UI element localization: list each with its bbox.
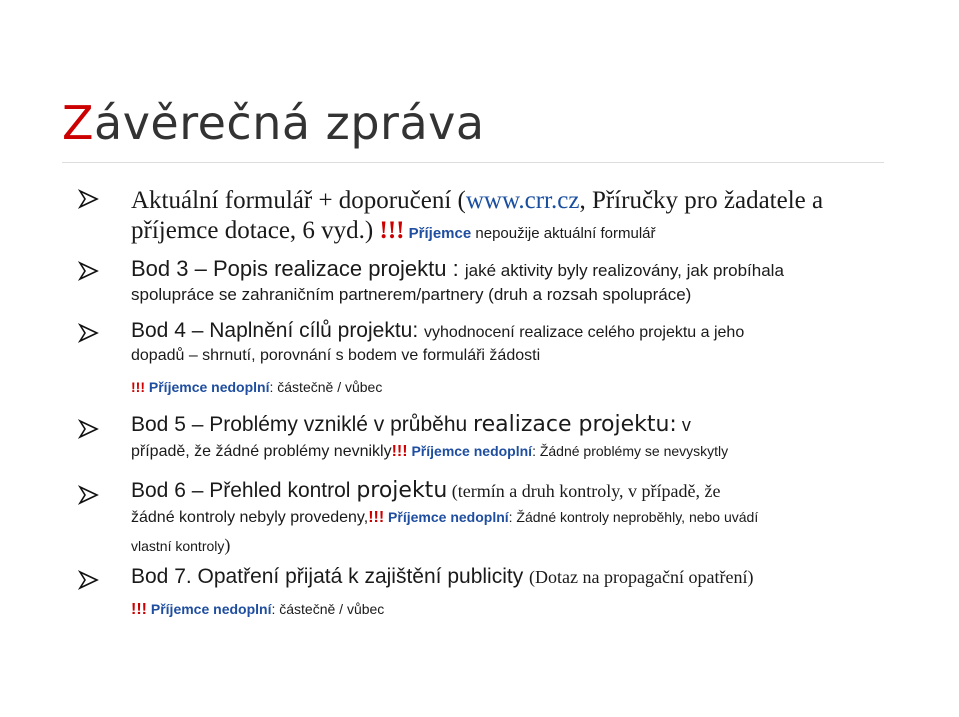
arrow-bullet-icon xyxy=(78,569,100,591)
item-text: vyhodnocení realizace celého projektu a jeho xyxy=(424,324,745,341)
list-item xyxy=(131,258,921,303)
warning-mark: !!! xyxy=(368,509,385,526)
item-text: v xyxy=(676,415,691,435)
item-heading: Bod 6 – Přehled kontrol xyxy=(131,479,357,502)
arrow-bullet-icon xyxy=(78,322,100,344)
item-text: ) xyxy=(224,535,231,555)
arrow-bullet-icon xyxy=(78,188,100,210)
warning-mark: !!! xyxy=(379,217,405,244)
title-divider xyxy=(62,162,884,163)
list-item xyxy=(131,188,921,243)
item-text: spolupráce se zahraničním partnerem/partnery (druh a rozsah spolupráce) xyxy=(131,285,692,304)
item-heading-accent: realizace projektu: xyxy=(473,412,677,437)
item-heading: Bod 4 – Naplnění cílů projektu: xyxy=(131,319,425,342)
item-text: případě, že žádné problémy nevnikly xyxy=(131,443,392,460)
warning-mark: !!! xyxy=(391,443,408,460)
arrow-bullet-icon xyxy=(78,418,100,440)
item-heading: Bod 3 – Popis realizace projektu : xyxy=(131,256,465,281)
item-text: příjemce dotace, 6 vyd.) xyxy=(131,217,380,244)
item-text: žádné kontroly nebyly provedeny, xyxy=(131,509,369,526)
item-text: , Příručky pro žadatele a xyxy=(579,187,824,214)
emphasis-text: Příjemce xyxy=(404,225,472,242)
emphasis-text: Příjemce nedoplní xyxy=(145,379,270,395)
page-title xyxy=(62,96,485,150)
arrow-bullet-icon xyxy=(78,484,100,506)
crr-link[interactable]: www.crr.cz xyxy=(465,187,580,214)
item-text: jaké aktivity byly realizovány, jak probíhala xyxy=(464,261,784,280)
item-text: : částečně / vůbec xyxy=(271,601,385,617)
list-item xyxy=(131,566,921,618)
item-heading: Bod 5 – Problémy vzniklé v průběhu xyxy=(131,413,474,436)
emphasis-text: Příjemce nedoplní xyxy=(384,509,509,525)
item-text: : Žádné kontroly neproběhly, nebo uvádí xyxy=(508,509,759,525)
item-text: : částečně / vůbec xyxy=(269,379,383,395)
emphasis-text: Příjemce nedoplní xyxy=(146,601,272,617)
item-text: (Dotaz na propagační opatření) xyxy=(529,567,754,587)
warning-mark: !!! xyxy=(131,601,147,618)
warning-mark: !!! xyxy=(131,379,145,395)
item-text: Aktuální formulář + doporučení ( xyxy=(131,187,466,214)
title-first-letter: Z xyxy=(62,96,95,150)
list-item xyxy=(131,414,921,460)
item-heading: Bod 7. Opatření přijatá k zajištění publicity xyxy=(131,565,530,588)
list-item xyxy=(131,320,921,394)
item-heading-accent: projektu xyxy=(356,478,448,503)
arrow-bullet-icon xyxy=(78,260,100,282)
item-text: (termín a druh kontroly, v případě, že xyxy=(447,481,721,501)
item-text: nepoužije aktuální formulář xyxy=(471,225,656,242)
item-text: dopadů – shrnutí, porovnání s bodem ve formuláři žádosti xyxy=(131,347,541,364)
item-text: vlastní kontroly xyxy=(131,538,225,554)
title-rest: ávěrečná zpráva xyxy=(94,96,485,150)
list-item xyxy=(131,480,921,555)
item-text: : Žádné problémy se nevyskytly xyxy=(532,443,729,459)
emphasis-text: Příjemce nedoplní xyxy=(407,443,533,459)
